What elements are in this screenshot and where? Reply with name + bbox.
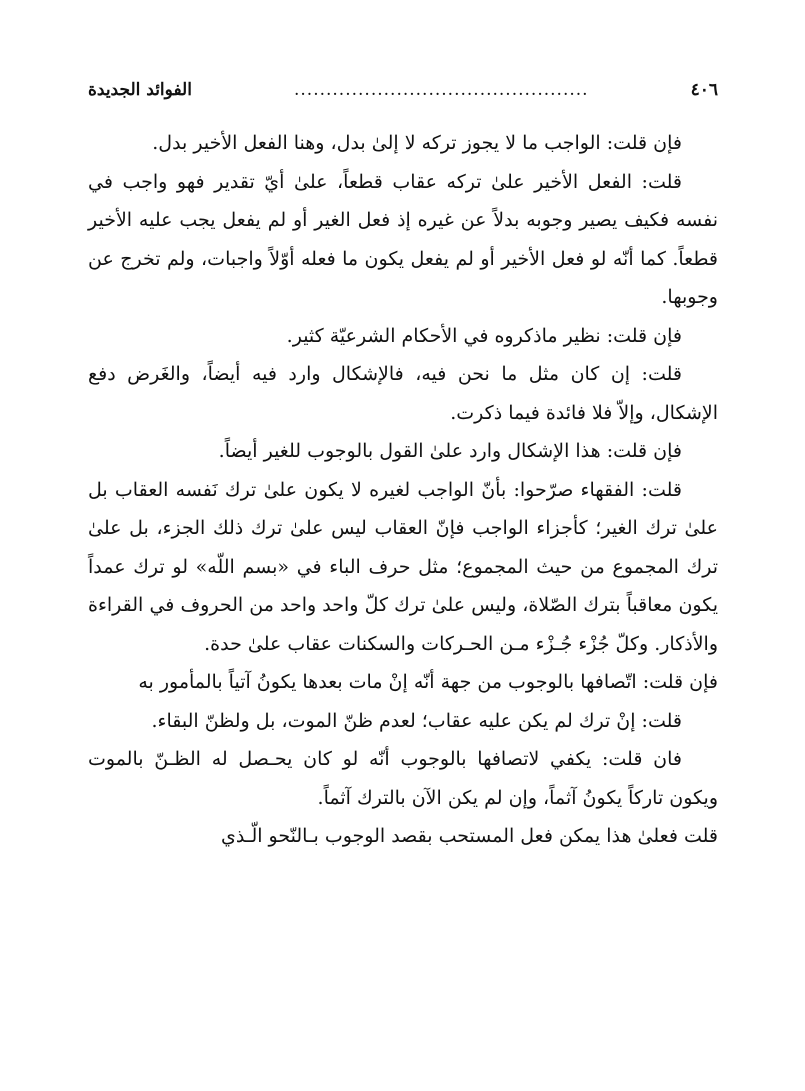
paragraph-reply-5: قلت فعلىٰ هذا يمكن فعل المستحب بقصد الوجوب بـالنّحو الّـذي [221, 825, 718, 847]
paragraph-objection-5: فان قلت: يكفي لاتصافها بالوجوب أنّه لو كان يحـصل له الظـنّ بالموت ويكون تاركاً يكونُ آثماً، وإن لم يكن الآن بالترك آثماً. [88, 748, 718, 809]
paragraph-objection-3: فإن قلت: هذا الإشكال وارد علىٰ القول بالوجوب للغير أيضاً. [218, 440, 682, 462]
paragraph-objection-4: فإن قلت: اتّصافها بالوجوب من جهة أنّه إنْ مات بعدها يكونُ آتياً بالمأمور به [138, 671, 718, 693]
running-header [88, 80, 718, 110]
paragraph-objection-2: فإن قلت: نظير ماذكروه في الأحكام الشرعيّة كثير. [286, 324, 682, 347]
book-title: الفوائد الجديدة [88, 80, 192, 100]
paragraph-reply-3: قلت: الفقهاء صرّحوا: بأنّ الواجب لغيره لا يكون علىٰ ترك نَفسه العقاب بل علىٰ ترك الغير؛ كأجزاء الواجب فإنّ العقاب ليس علىٰ ترك ذلك الجزء، بل علىٰ ترك المجموع من حيث المجموع؛ مثل حرف الباء في «بسم اللّه» لو ترك عمداً يكون معاقباً بترك الصّلاة، وليس علىٰ ترك كلّ واحد واحد من الحروف في القراءة والأذكار. وكلّ جُزْء جُـزْء مـن الحـركات والسكنات عقاب علىٰ حدة. [88, 478, 718, 655]
book-page [88, 80, 718, 856]
paragraph-reply-1: قلت: الفعل الأخير علىٰ تركه عقاب قطعاً، علىٰ أيّ تقدير فهو واجب في نفسه فكيف يصير وجوبه بدلاً عن غيره إذ فعل الغير أو لم يفعل يجب عليه الأخير قطعاً. كما أنّه لو فعل الأخير أو لم يفعل يكون ما فعله أوّلاً واجبات، ولم تخرج عن وجوبها. [88, 170, 718, 308]
paragraph-reply-2: قلت: إن كان مثل ما نحن فيه، فالإشكال وارد فيه أيضاً، والغَرض دفع الإشكال، وإلاّ فلا فائدة فيما ذكرت. [88, 363, 718, 424]
page-body [88, 124, 718, 856]
page-number: ٤٠٦ [690, 80, 718, 100]
paragraph-objection-1: فإن قلت: الواجب ما لا يجوز تركه لا إلىٰ بدل، وهنا الفعل الأخير بدل. [152, 132, 682, 154]
paragraph-reply-4: قلت: إنْ ترك لم يكن عليه عقاب؛ لعدم ظنّ الموت، بل ولظنّ البقاء. [151, 709, 682, 732]
dot-leader: .............................................. [293, 80, 589, 100]
